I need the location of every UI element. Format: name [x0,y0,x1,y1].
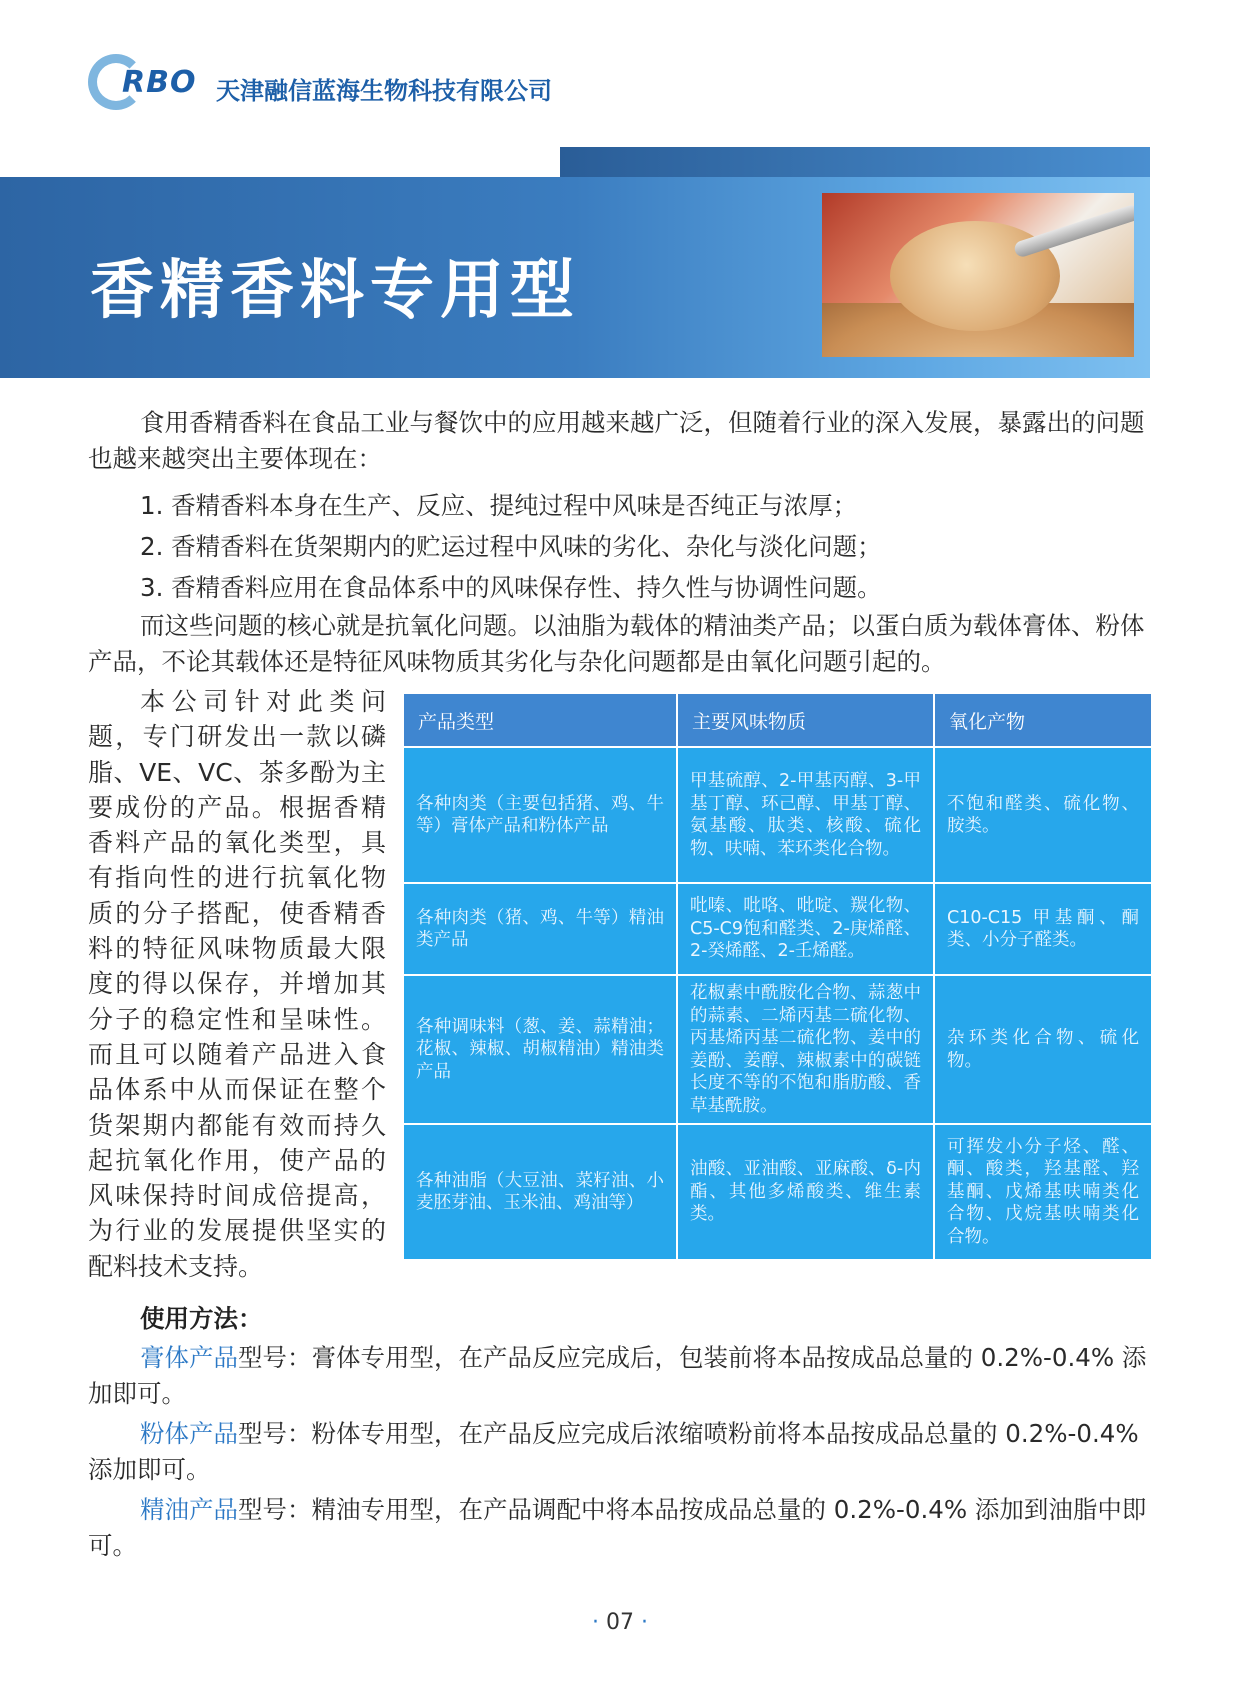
header-oxidation-product: 氧化产物 [934,693,1152,747]
usage-suffix-oil: 型号： [238,1495,312,1524]
page-number-value: 07 [606,1610,634,1635]
product-photo [822,193,1134,357]
usage-label-powder: 粉体产品 [140,1419,238,1448]
cell-product-type: 各种油脂（大豆油、菜籽油、小麦胚芽油、玉米油、鸡油等） [403,1124,677,1260]
intro-item-1: 1. 香精香料本身在生产、反应、提纯过程中风味是否纯正与浓厚； [140,491,858,520]
usage-label-oil: 精油产品 [140,1495,238,1524]
usage-suffix-paste: 型号： [238,1343,312,1372]
page-number [0,1610,1240,1635]
usage-item-paste [88,1340,1150,1412]
intro-item-3: 3. 香精香料应用在食品体系中的风味保存性、持久性与协调性问题。 [140,573,882,602]
header-flavor-substance: 主要风味物质 [677,693,934,747]
cell-oxidation-product: 可挥发小分子烃、醛、酮、酸类，羟基醛、羟基酮、戊烯基呋喃类化合物、戊烷基呋喃类化合物。 [934,1124,1152,1260]
usage-title: 使用方法： [140,1304,263,1333]
page-dot-left: · [592,1610,599,1635]
page-title: 香精香料专用型 [90,254,580,328]
usage-item-oil [88,1492,1150,1564]
cell-product-type: 各种肉类（猪、鸡、牛等）精油类产品 [403,883,677,975]
cell-product-type: 各种肉类（主要包括猪、鸡、牛等）膏体产品和粉体产品 [403,747,677,883]
cell-oxidation-product: C10-C15 甲基酮、酮类、小分子醛类。 [934,883,1152,975]
table-row [403,975,1152,1124]
cell-flavor-substance: 吡嗪、吡咯、吡啶、羰化物、C5-C9饱和醛类、2-庚烯醛、2-癸烯醛、2-壬烯醛。 [677,883,934,975]
usage-text-powder: 粉体专用型，在产品反应完成后浓缩喷粉前将本品按成品总量的 0.2%-0.4% 添加即可。 [88,1419,1139,1484]
cell-flavor-substance: 花椒素中酰胺化合物、蒜葱中的蒜素、二烯丙基二硫化物、丙基烯丙基二硫化物、姜中的姜酚、姜醇、辣椒素中的碳链长度不等的不饱和脂肪酸、香草基酰胺。 [677,975,934,1124]
cell-product-type: 各种调味料（葱、姜、蒜精油；花椒、辣椒、胡椒精油）精油类产品 [403,975,677,1124]
cell-flavor-substance: 甲基硫醇、2-甲基丙醇、3-甲基丁醇、环己醇、甲基丁醇、氨基酸、肽类、核酸、硫化物、呋喃、苯环类化合物。 [677,747,934,883]
intro-paragraph-1: 食用香精香料在食品工业与餐饮中的应用越来越广泛，但随着行业的深入发展，暴露出的问题也越来越突出主要体现在： [88,408,1145,473]
intro-item-2: 2. 香精香料在货架期内的贮运过程中风味的劣化、杂化与淡化问题； [140,532,882,561]
usage-text-oil: 精油专用型，在产品调配中将本品按成品总量的 0.2%-0.4% 添加到油脂中即可。 [88,1495,1147,1560]
usage-text-paste: 膏体专用型，在产品反应完成后，包装前将本品按成品总量的 0.2%-0.4% 添加即可。 [88,1343,1147,1408]
table-header-row [403,693,1152,747]
intro-paragraph-2: 而这些问题的核心就是抗氧化问题。以油脂为载体的精油类产品；以蛋白质为载体膏体、粉体产品，不论其载体还是特征风味物质其劣化与杂化问题都是由氧化问题引起的。 [88,611,1145,676]
table-row [403,747,1152,883]
header-product-type: 产品类型 [403,693,677,747]
usage-item-powder [88,1416,1150,1488]
cell-oxidation-product: 不饱和醛类、硫化物、胺类。 [934,747,1152,883]
company-description: 本公司针对此类问题，专门研发出一款以磷脂、VE、VC、茶多酚为主要成份的产品。根据香精香料产品的氧化类型，具有指向性的进行抗氧化物质的分子搭配，使香精香料的特征风味物质最大限度的得以保存，并增加其分子的稳定性和呈味性。而且可以随着产品进入食品体系中从而保证在整个货架期内都能有效而持久起抗氧化作用，使产品的风味保持时间成倍提高，为行业的发展提供坚实的配料技术支持。 [88,687,386,1281]
cell-flavor-substance: 油酸、亚油酸、亚麻酸、δ-内酯、其他多烯酸类、维生素类。 [677,1124,934,1260]
oxidation-table [402,692,1153,1261]
cell-oxidation-product: 杂环类化合物、硫化物。 [934,975,1152,1124]
page-dot-right: · [641,1610,648,1635]
logo-text: RBO [122,65,197,100]
banner-accent-bar [560,147,1150,177]
company-logo [88,48,688,118]
company-name: 天津融信蓝海生物科技有限公司 [216,77,552,105]
title-banner [0,177,1150,378]
usage-suffix-powder: 型号： [238,1419,312,1448]
usage-label-paste: 膏体产品 [140,1343,238,1372]
spoon-handle-shape [1013,203,1134,258]
table-row [403,1124,1152,1260]
table-row [403,883,1152,975]
